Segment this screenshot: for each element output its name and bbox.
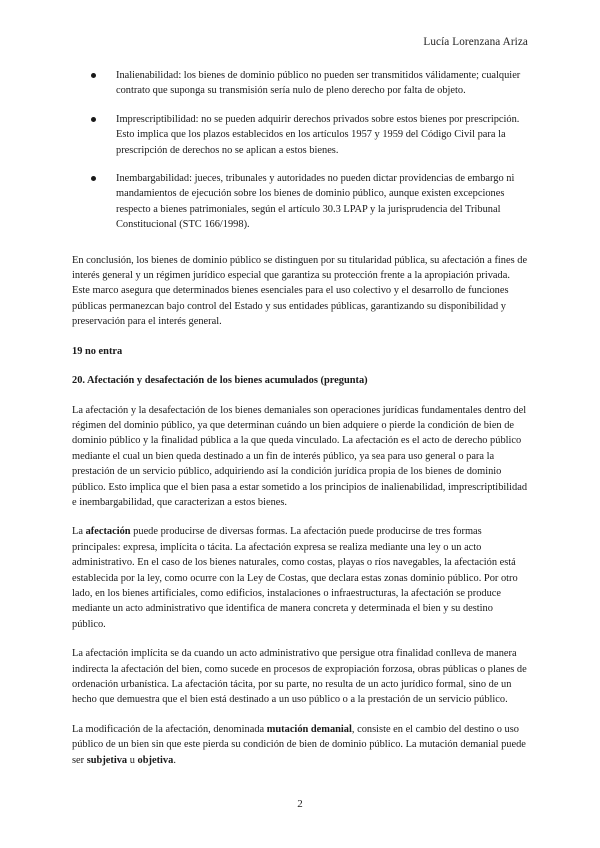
bold-term-subjetiva: subjetiva [86,754,128,766]
bold-term-afectacion: afectación [85,526,131,538]
para2-pre: La [72,526,86,538]
para2-post: puede producirse de diversas formas. La afectación puede producirse de tres formas principales: expresa, implícita o tácita. La afectación expresa se realiza mediante una ley o un acto administrativo. En el caso de los bienes naturales, como costas, playas o ríos navegables, la afectación está establecida por la ley, como ocurre con la Ley de Costas, que declara estas zonas dominio público. Por otro lado, en los bienes artificiales, como edificios, instalaciones o infraestructuras, la afectación se produce mediante un acto administrativo que identifica de manera concreta y determinada el bien y su destino público. [72,526,518,630]
paragraph-formas-afectacion [72,524,528,632]
section-heading-20: 20. Afectación y desafectación de los bienes acumulados (pregunta) [72,375,368,387]
bold-term-mutacion: mutación demanial [266,723,352,735]
para4-mid: , consiste en el cambio del destino o uso público de un bien sin que este pierda su condición de bien de dominio público. La mutación demanial puede ser [72,723,526,766]
bullet-dot-icon [91,176,96,181]
paragraph-afectacion-implicita: La afectación implícita se da cuando un acto administrativo que persigue otra finalidad conlleva de manera indirecta la afectación del bien, como sucede en procesos de expropiación forzosa, obras públicas o planes de ordenación urbanística. La afectación tácita, por su parte, no resulta de un acto jurídico formal, sino de un hecho que demuestra que el bien está destinado a un uso público o a la prestación de un servicio público. [72,648,527,706]
paragraph-mutacion-demanial [72,722,528,768]
bullet-text: Inembargabilidad: jueces, tribunales y autoridades no pueden dictar providencias de embargo ni mandamientos de ejecución sobre los bienes de dominio público, aunque existen excepciones respecto a bienes patrimoniales, según el artículo 30.3 LPAP y la jurisprudencia del Tribunal Constitucional (STC 166/1998). [116,173,515,231]
bold-term-objetiva: objetiva [137,754,174,766]
page-number: 2 [297,798,303,810]
para4-and: u [127,754,138,766]
bullet-text: Inalienabilidad: los bienes de dominio público no pueden ser transmitidos válidamente; cualquier contrato que suponga su transmisión sería nulo de pleno derecho por falta de objeto. [116,70,521,97]
header-author: Lucía Lorenzana Ariza [423,36,528,48]
bullet-dot-icon [91,73,96,78]
conclusion-paragraph: En conclusión, los bienes de dominio público se distinguen por su titularidad pública, su afectación a fines de interés general y un régimen jurídico especial que garantiza su protección frente a la apropiación privada. Este marco asegura que determinados bienes esenciales para el uso colectivo y el desarrollo de funciones públicas permanezcan bajo control del Estado y sus entidades públicas, garantizando su disponibilidad y preservación para el interés general. [72,254,528,328]
page-content [72,68,528,782]
bullet-item [72,171,528,233]
para4-pre: La modificación de la afectación, denominada [72,723,267,735]
bullet-text: Imprescriptibilidad: no se pueden adquirir derechos privados sobre estos bienes por prescripción. Esto implica que los plazos establecidos en los artículos 1957 y 1959 del Código Civil para la prescripción de derechos no se aplican a estos bienes. [116,113,520,156]
para4-end: . [173,754,176,766]
bullet-dot-icon [91,117,96,122]
paragraph-afectacion-intro: La afectación y la desafectación de los bienes demaniales son operaciones jurídicas fundamentales dentro del régimen del dominio público, ya que determinan cuándo un bien adquiere o pierde la condición de bien de dominio público y la finalidad pública a la que queda vinculado. La afectación es el acto de derecho público mediante el cual un bien queda destinado a un fin de interés público, ya sea para uso general o para la prestación de un servicio público, adquiriendo así la condición jurídica propia de los bienes de dominio público. Esto implica que el bien pasa a estar sometido a los principios de inalienabilidad, imprescriptibilidad e inembargabilidad, que caracterizan a estos bienes. [72,404,528,508]
bullet-item [72,68,528,99]
section-heading-19: 19 no entra [72,345,123,357]
bullet-item [72,112,528,158]
bullet-list [72,68,528,233]
